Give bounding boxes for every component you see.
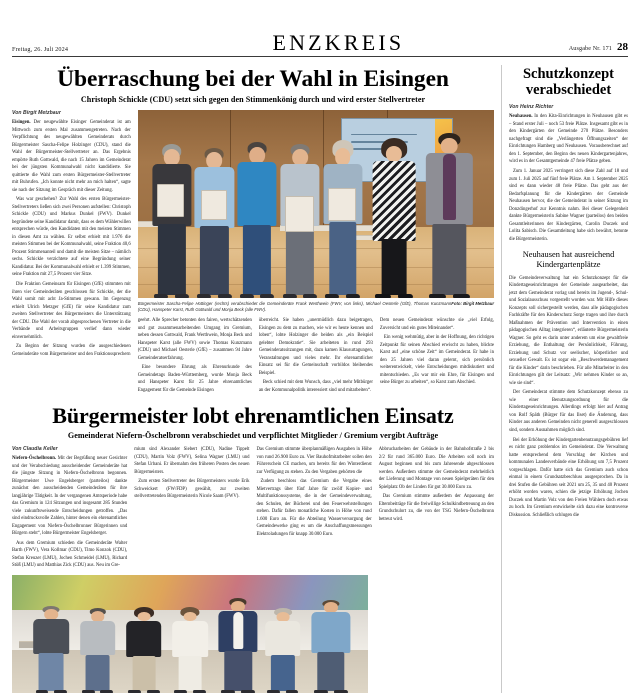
masthead-title: ENZKREIS xyxy=(272,30,405,55)
main-article-columns xyxy=(12,110,494,396)
paragraph: Zum ersten Stellvertreter des Bürgermeisters wurde Erik Schweickert (FW/FDP) gewählt, zur zweiten stellvertretenden Bürgermeisterin Nicole Saam (FWV). xyxy=(134,479,250,500)
photo-credit: Foto: Birgit Metzbaur xyxy=(451,300,494,306)
right-byline: Von Heinz Richter xyxy=(509,104,554,111)
paragraph: Was war geschehen? Zur Wahl des ersten Bürgermeister-Stellvertreters ließen sich zwei Personen aufstellen: Christoph Schickle (CDU) und Markus Dunkel (FWV). Dunkel begründete seine Kandidatur damit, dass es dem Wählerwillen entsprechen würde, den Kandidaten mit den meisten Stimmen in diesen Amt zu wählen. Er selbst erhielt mit 1.976 die meisten Stimmen bei der Kommunalwahl, seine Fraktion 40,6 Prozent Stimmenanteil und damit die meisten Sitze – nämlich sechs. Schickle verzichtete auf eine Begründung seiner Kandidatur. Bei der Kommunalwahl erhielt er 1.399 Stimmen, seine Fraktion mit 27,5 Prozent vier Sitze. xyxy=(12,197,131,278)
paragraph: Ein wenig wehmütig, aber in der Hoffnung, den richtigen Zeitpunkt für seinen Abschied erwischt zu haben, blickte Karst auf „eine schöne Zeit“ im Gemeinderat. Er habe in den 25 Jahren viel daran gelernt, sich persönlich weiterentwickelt, viele Entscheidungen mitdiskutiert und mitentschieden. „Es war mir ein Ehre, für Eisingen und seine Bürger zu arbeiten“, so Karst zum Abschied. xyxy=(379,335,494,386)
right-column-zone xyxy=(509,63,628,693)
paragraph xyxy=(375,575,494,583)
paragraph: Die Gemeindeverwaltung hat ein Schutzkonzept für die Kindertageseinrichtungen der Gemeinde ausgearbeitet, das jetzt dem Gemeinderat vorlag und bereits im Jugend-, Schul- und Sozialausschuss vorgestellt worden war. Mit Hilfe dieses Konzepts soll sichergestellt werden, dass alle pädagogischen Fachkräfte für den Kinderschutz Sorge tragen und ihre durch Maßnahmen der Prävention und Intervention in einen pädagogischen Alltag integrieren“, erläuterte Bürgermeisterin Wagner. So geht es darin unter anderem um eine gewaltfreie Erziehung, die Enthaltung der Persönlichkeit, Führung, Erziehung und Schutz vor seelischer, körperlicher und sexueller Gewalt. Es ist sogar ein „Beschwerdemanagement für die Kinder“ darin beschrieben. Für alle Mitarbeiter in den Einrichtungen gilt der Leitsatz: „Wir nehmen Kinder so an, wie sie sind“. xyxy=(509,275,628,386)
paragraph: Bei der Erhöhung der Kindergartenbenutzungsgebühren lief es nicht ganz problemlos im Gemeinderat. Die Verwaltung hatte entsprechend dem Vorschlag der Kirchen und kommunalen Landesverbände eine Erhöhung um 7,5 Prozent vorgeschlagen. Dafür hatte sich das Gremium auch schon einmal in einem Grundsatzbeschluss ausgesprochen. Da in drei Stufen die Gebühren seit 2021 um 25, 35 und 40 Prozent erhöht worden waren, schien die jetzige Erhöhung Jochen Duczek und Martin Volz von den Freien Wählern doch etwas zu hoch. Im Gremium entwickelte sich dazu eine kontroverse Diskussion. Schließlich schlugen die xyxy=(509,437,628,518)
paragraph: Niefern-Öschelbronn. Mit der Begrüßung neuer Gesichter und der Verabschiedung ausscheidender Gemeinderäte hat die jüngste Sitzung in Niefern-Öschelbronn begonnen. Bürgermeister Uwe Engelsberger (parteilos) dankte zunächst den ausscheidenden Gemeinderäten für ihre langjährige Tätigkeit. In der vergangenen Amtsperiode habe das Gremium in 124 Sitzungen und insgesamt 285 Stunden viele zukunftsweisende Entscheidungen getroffen. „Das sind eindrucksvolle Zahlen, hinter denen ein ehrenamtliches Engagement von Niefern-Öschelbronner Bürgerinnen und Bürgern steht“, lobte Bürgermeister Engelsberger. xyxy=(12,456,128,536)
paragraph: Dem neuen Gemeinderat wünschte sie „viel Erfolg, Zuversicht und ein gutes Miteinander“. xyxy=(379,318,494,331)
main-column-zone xyxy=(12,63,494,693)
paragraph: Neuhausen. In den Kita-Einrichtungen in Neuhausen gibt es – Stand erster Juli – noch 53 freie Plätze. Insgesamt gibt es in den Kindergärten der Gemeinde 270 Plätze. Besonders nachgefragt sind die „Verlängerten Öffnungszeiten“ der Einrichtungen Hamberg und Neuhausen. Vorausberechnet auf den 1. September, den Beginn des neuen Kindergartenjahres, wird es in der Gesamtgemeinde 47 freie Plätze geben. xyxy=(509,114,628,165)
main-photo-and-cols xyxy=(138,110,494,396)
masthead xyxy=(12,0,628,57)
main-photo-caption xyxy=(138,301,494,313)
paragraph: geehrt. Alle Sprecher betonten den fairen, wertschätzenden und gut zusammenarbeitenden Umgang im Gremium, neben dessen Gottwald, Frank Werthwein, Monja Beck und Hanspeter Karst (alle FWV) sowie Thomas Kunzmann (CDU) und Michael Oesterle (GfE) – zusammen 94 Jahre Gemeinderatserfahrung. xyxy=(137,318,252,361)
caption-text: Bürgermeister Sascha-Felipe Hottinger (rechts) verabschiedet die Gemeinderäte Frank Werthwein (FWV, von links), Michael Oesterle (GfE), Thomas Kunzmann (CDU), Hanspeter Karst, Ruth Gottwald und Monja Beck (alle FWV). xyxy=(137,300,452,312)
right-headline: Schutzkonzept verabschiedet xyxy=(522,66,615,99)
main-col-1 xyxy=(12,110,131,396)
bottom-article-columns xyxy=(12,446,494,572)
paragraph: Zudem beschloss das Gremium die Vergabe eines Mietvertrags über fünf Jahre für zwölf Kopier- und Multifunktionssysteme, die in der Gemeindeverwaltung, den Schulen, der Bücherei und den Feuerwehrstellungen stehen. Dafür fallen monatliche Kosten in Höhe von rund 1.600 Euro an. Für die Abteilung Wasserversorgung der Gemeindewerke ging es um die Anschaffungsmessungen Elektroladungen für knapp 30.000 Euro. xyxy=(256,479,372,537)
bottom-col-1 xyxy=(12,446,127,572)
right-section-heading: Neuhausen hat ausreichend Kindergartenplätze xyxy=(522,250,615,270)
page-number: 28 xyxy=(617,41,628,53)
paragraph: Eine besondere Ehrung als Ehrenurkunde des Gemeindetags Baden-Württemberg, wurde Monja Beck und Hanspeter Karst für 25 Jahre ehrenamtliches Engagement für die Gemeinde Eisingen xyxy=(137,365,252,393)
main-col-2 xyxy=(138,317,252,396)
bottom-subheadline: Gemeinderat Niefern-Öschelbronn verabschiedet und verpflichtet Mitglieder / Gremium vergibt Aufträge xyxy=(67,430,439,440)
bottom-photo xyxy=(12,575,368,693)
paragraph: Das Gremium stimmte außerdem der Anpassung der Elternbeiträge für die freiwillige Schulkindbetreuung an den Grundschulort zu, die von der TSG Niefern-Öschelbronn betreut wird. xyxy=(378,494,494,522)
bottom-col-4-cont xyxy=(375,575,494,693)
paragraph: Zum 1. Januar 2025 verringert sich diese Zahl auf 18 und zum 1. Juli 2025 auf fünf freie Plätze. Am 1. September 2025 sind es dann wieder 48 freie Plätze. Das geht aus der Bedarfsplanung für die Kindergärten der Gemeinde Neuhausen hervor, die der Gemeinderat in seiner Sitzung im Donzdingerhof zur Kenntnis nahm. Bei dieser Gelegenheit dankte Bürgermeisterin Sabine Wagner (parteilos) den beiden Gesamtleiterinnen der Kindergärten, Carolin Duczek und Lolita Sabisch. Die Gesamtleitung habe sich bewährt, betonte die Bürgermeisterin. xyxy=(509,169,628,242)
paragraph: Aus dem Gremium schieden die Gemeinderäte Walter Barth (FWV), Vera Kollmar (CDU), Timo Konzok (CDU), Stefan Kreuzer (LMU), Jochen Schmeidel (LMU), Richard Stöß (LMU) und Matthias Zick (CDU) aus. Neu im Gre- xyxy=(12,540,128,569)
paragraph: Beck schied mit dem Wunsch, dass „viel mehr Mitbürger an der Kommunalpolitik interessiert sind und mitarbeiten“. xyxy=(258,380,373,393)
paragraph: Der Gemeinderat stimmte dem Schutzkonzept ebenso zu wie einer Benutzungsordnung für die Kindertageseinrichtungen. Allerdings erfolgt hier auf Antrag von Rolf Späth (Bürger für das Ilset) die Änderung, dass Kinder aus anderen Gemeinden nicht generell ausgeschlossen sind, sondern Ausnahmen möglich sind. xyxy=(509,390,628,433)
column-divider xyxy=(501,65,502,693)
bottom-byline: Von Claudia Keller xyxy=(12,446,58,452)
paragraph: Zu Beginn der Sitzung wurden die ausgeschiedenen Gemeinderäte vom Bürgermeister und den Fraktionssprechern xyxy=(12,344,131,357)
page-content xyxy=(12,57,628,693)
masthead-right xyxy=(569,42,628,54)
paragraph: Die Fraktion Gemeinsam für Eisingen (GfE) stimmten mit ihren vier Gemeinderäten geschlossen für Schickle, der die Wahl somit mit acht Ja-Stimmen gewann. Im Gegenzug erhielt Ulrich Metzger (GfE) für seine Kandidatur zum zweiten Stellvertreter des Bürgermeisters die Unterstützung der CDU. Die Wahl der vorab abgesprochenen Vertreter in die Verbände und Arbeitsgruppen verlief dann wieder einvernehmlich. xyxy=(12,282,131,340)
main-byline: Von Birgit Metzbaur xyxy=(12,110,61,117)
masthead-date: Freitag, 26. Juli 2024 xyxy=(12,46,69,53)
main-col-3 xyxy=(259,317,373,396)
bottom-col-2 xyxy=(134,446,249,572)
main-lower-columns xyxy=(138,317,494,396)
main-subheadline: Christoph Schickle (CDU) setzt sich gegen den Stimmenkönig durch und wird erster Stellvertreter xyxy=(80,94,426,104)
masthead-issue: Ausgabe Nr. 171 xyxy=(568,45,612,52)
paragraph: überreicht. Sie haben „unermüdlich dazu beigetragen, Eisingen zu dem zu machen, wie wir es heute kennen und loben“, lobte Holzinger die beiden als „ein Beispiel gelebter Demokratie“. Sie arbeiteten in rund 293 Gemeinderatssitzungen mit, dazu kamen Klausurtagungen, Veranstaltungen und vieles mehr. Ihr ehrenamtlicher Einsatz sei für die Gemeinschaft vorbildos bleibendes Beispiel. xyxy=(258,318,373,376)
paragraph: Abbrucharbeiten der Gebäude in der Bahnhofstraße 2 bis 2/2 für rund 365.000 Euro. Die Arbeiten soll noch im August beginnen und bis zum Jahresende abgeschlossen werden. Außerdem stimmte der Gemeinderat mehrheitlich der Lieferung und Montage von neuen Spielgeräten für den Spielplatz Ob der Linden für gut 30.000 Euro zu. xyxy=(378,447,494,490)
bottom-headline: Bürgermeister lobt ehrenamtlichen Einsatz xyxy=(52,403,454,429)
bottom-col-3 xyxy=(257,446,372,572)
main-photo xyxy=(138,110,494,298)
paragraph: mium sind Alexander Siebert (CDU), Nadine Tippelt (CDU), Martin Volz (FWV), Selina Wagner (LMU) und Stefan Urbani. Er übernahm den früheren Posten des neuen Bürgermeisters. xyxy=(134,447,250,475)
paragraph: Das Gremium stimmte überplanmäßigen Ausgaben in Höhe von rund 26.900 Euro zu. Vier Bauhofmitarbeiter sollen den Führerschein CE machen, um bereits für den Winterdienst zur Verfügung zu stehen. Zu den Vergaben gehörten die xyxy=(256,447,372,475)
main-col-4 xyxy=(380,317,494,396)
main-headline: Überraschung bei der Wahl in Eisingen xyxy=(57,66,449,92)
bottom-col-4 xyxy=(379,446,494,572)
paragraph: Eisingen. Der neugewählte Eisinger Gemeinderat ist am Mittwoch zum ersten Mal zusammengetreten. Nach der Verpflichtung des neugewählten Gemeinderats durch Bürgermeister Sascha-Felipe Holzinger (CDU), stand die Wahl der Bürgermeister-Stellvertreter an. Das Ergebnis empörte Ruth Gottwald, die nach 15 Jahren im Gemeinderat bei der jüngsten Kommunalwahl nicht kandidierte. Sie quittierte die Wahl zum ersten Bürgermeister-Stellvertreter mit Buhrufen. „Ich konnte nicht mehr an mich halten“, sagte sie nach der Sitzung im Gespräch mit dieser Zeitung. xyxy=(12,120,131,193)
